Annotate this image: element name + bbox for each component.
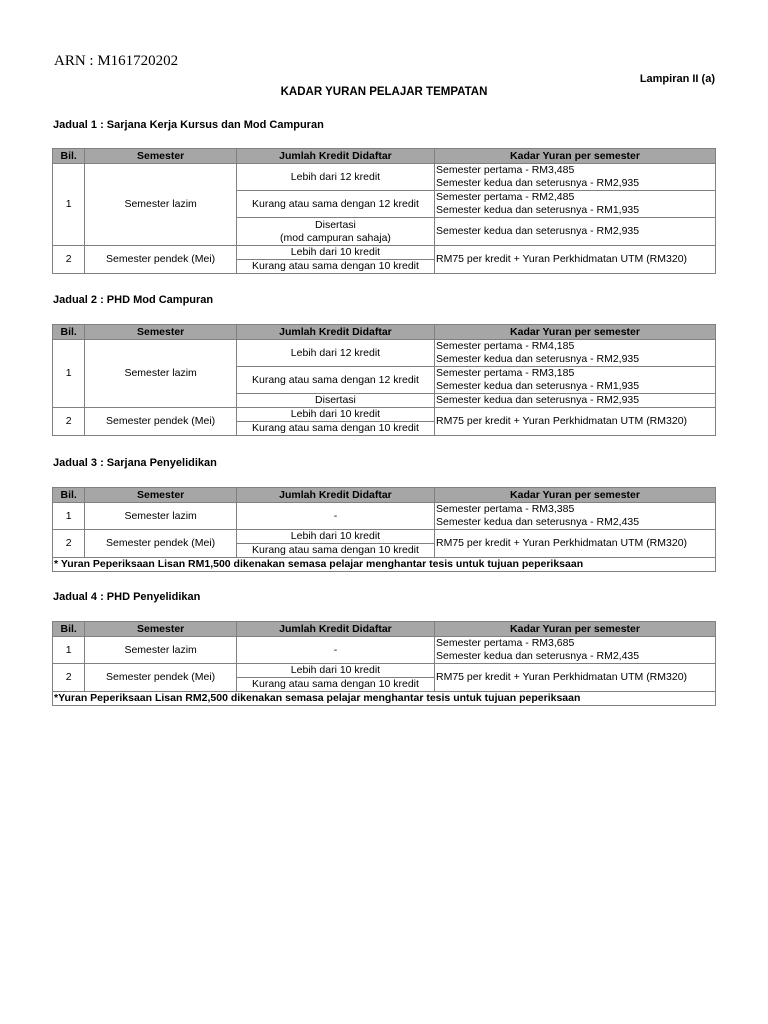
fee-line: Semester kedua dan seterusnya - RM2,935 [436,177,640,189]
table-row [53,340,716,367]
table-row [53,558,716,572]
table-row [53,503,716,530]
appendix-label: Lampiran II (a) [639,73,715,85]
document-title: KADAR YURAN PELAJAR TEMPATAN [280,86,488,98]
table-row [53,637,716,664]
cell-bil: 2 [53,530,85,558]
table-row [53,164,716,191]
cell-kredit: Lebih dari 12 kredit [236,164,434,191]
header-kadar: Kadar Yuran per semester [435,325,716,340]
cell-bil: 2 [53,246,85,274]
table-3-title: Jadual 3 : Sarjana Penyelidikan [53,457,217,469]
table-row [53,530,716,544]
table-4-title: Jadual 4 : PHD Penyelidikan [53,591,201,603]
kredit-line: (mod campuran sahaja) [280,231,391,244]
table-row [53,408,716,422]
header-kredit: Jumlah Kredit Didaftar [236,622,434,637]
cell-kredit [236,218,434,246]
cell-kredit: Kurang atau sama dengan 10 kredit [236,422,434,436]
fee-line: Semester pertama - RM4,185 [436,340,575,352]
table-1 [52,148,716,274]
table-note: * Yuran Peperiksaan Lisan RM1,500 dikenakan semasa pelajar menghantar tesis untuk tujuan peperiksaan [53,558,716,572]
fee-line: Semester kedua dan seterusnya - RM2,435 [436,516,640,528]
header-kadar: Kadar Yuran per semester [435,149,716,164]
table-4 [52,621,716,706]
cell-kadar: RM75 per kredit + Yuran Perkhidmatan UTM (RM320) [435,408,716,436]
cell-kadar [435,637,716,664]
cell-kredit: Kurang atau sama dengan 12 kredit [236,191,434,218]
fee-line: Semester pertama - RM2,485 [436,191,575,203]
table-1-title: Jadual 1 : Sarjana Kerja Kursus dan Mod Campuran [53,119,324,131]
header-semester: Semester [85,488,237,503]
kredit-line: Disertasi [315,218,356,231]
header-bil: Bil. [53,622,85,637]
header-semester: Semester [85,325,237,340]
cell-semester: Semester pendek (Mei) [85,408,237,436]
table-2-title: Jadual 2 : PHD Mod Campuran [53,294,214,306]
table-row [53,246,716,260]
cell-kredit: Lebih dari 10 kredit [236,664,434,678]
table-header-row [53,149,716,164]
fee-line: Semester pertama - RM3,385 [436,503,575,515]
cell-semester: Semester pendek (Mei) [85,246,237,274]
cell-bil: 1 [53,164,85,246]
cell-kredit: Kurang atau sama dengan 10 kredit [236,260,434,274]
header-semester: Semester [85,622,237,637]
cell-kredit: Kurang atau sama dengan 12 kredit [236,367,434,394]
header-kadar: Kadar Yuran per semester [435,488,716,503]
table-row [53,664,716,678]
header-kredit: Jumlah Kredit Didaftar [236,149,434,164]
cell-bil: 2 [53,408,85,436]
cell-kadar: RM75 per kredit + Yuran Perkhidmatan UTM (RM320) [435,664,716,692]
cell-kredit: Lebih dari 12 kredit [236,340,434,367]
fee-line: Semester kedua dan seterusnya - RM1,935 [436,204,640,216]
cell-bil: 1 [53,503,85,530]
header-bil: Bil. [53,488,85,503]
cell-kadar [435,191,716,218]
cell-kadar: RM75 per kredit + Yuran Perkhidmatan UTM (RM320) [435,246,716,274]
header-semester: Semester [85,149,237,164]
cell-kredit: - [236,503,434,530]
cell-kadar: RM75 per kredit + Yuran Perkhidmatan UTM (RM320) [435,530,716,558]
cell-kadar [435,367,716,394]
table-header-row [53,488,716,503]
cell-kadar [435,503,716,530]
fee-line: Semester pertama - RM3,485 [436,164,575,176]
cell-semester: Semester lazim [85,637,237,664]
cell-kredit: Lebih dari 10 kredit [236,246,434,260]
table-row [53,692,716,706]
fee-line: Semester kedua dan seterusnya - RM2,435 [436,650,640,662]
cell-kadar: Semester kedua dan seterusnya - RM2,935 [435,394,716,408]
fee-line: Semester pertama - RM3,185 [436,367,575,379]
header-bil: Bil. [53,325,85,340]
table-header-row [53,325,716,340]
cell-kredit: Disertasi [236,394,434,408]
cell-kredit: Lebih dari 10 kredit [236,530,434,544]
cell-kredit: Kurang atau sama dengan 10 kredit [236,678,434,692]
cell-kredit: - [236,637,434,664]
cell-bil: 2 [53,664,85,692]
table-note: *Yuran Peperiksaan Lisan RM2,500 dikenakan semasa pelajar menghantar tesis untuk tujuan peperiksaan [53,692,716,706]
header-kredit: Jumlah Kredit Didaftar [236,488,434,503]
header-bil: Bil. [53,149,85,164]
table-2 [52,324,716,436]
header-kredit: Jumlah Kredit Didaftar [236,325,434,340]
cell-kadar [435,164,716,191]
cell-semester: Semester lazim [85,340,237,408]
cell-semester: Semester pendek (Mei) [85,530,237,558]
cell-semester: Semester lazim [85,503,237,530]
table-3 [52,487,716,572]
cell-semester: Semester pendek (Mei) [85,664,237,692]
cell-kadar: Semester kedua dan seterusnya - RM2,935 [435,218,716,246]
cell-kredit: Kurang atau sama dengan 10 kredit [236,544,434,558]
cell-bil: 1 [53,340,85,408]
cell-kredit: Lebih dari 10 kredit [236,408,434,422]
cell-kadar [435,340,716,367]
fee-line: Semester kedua dan seterusnya - RM2,935 [436,353,640,365]
fee-line: Semester pertama - RM3,685 [436,637,575,649]
fee-line: Semester kedua dan seterusnya - RM1,935 [436,380,640,392]
table-header-row [53,622,716,637]
arn-reference: ARN : M161720202 [54,53,179,69]
cell-semester: Semester lazim [85,164,237,246]
cell-bil: 1 [53,637,85,664]
header-kadar: Kadar Yuran per semester [435,622,716,637]
